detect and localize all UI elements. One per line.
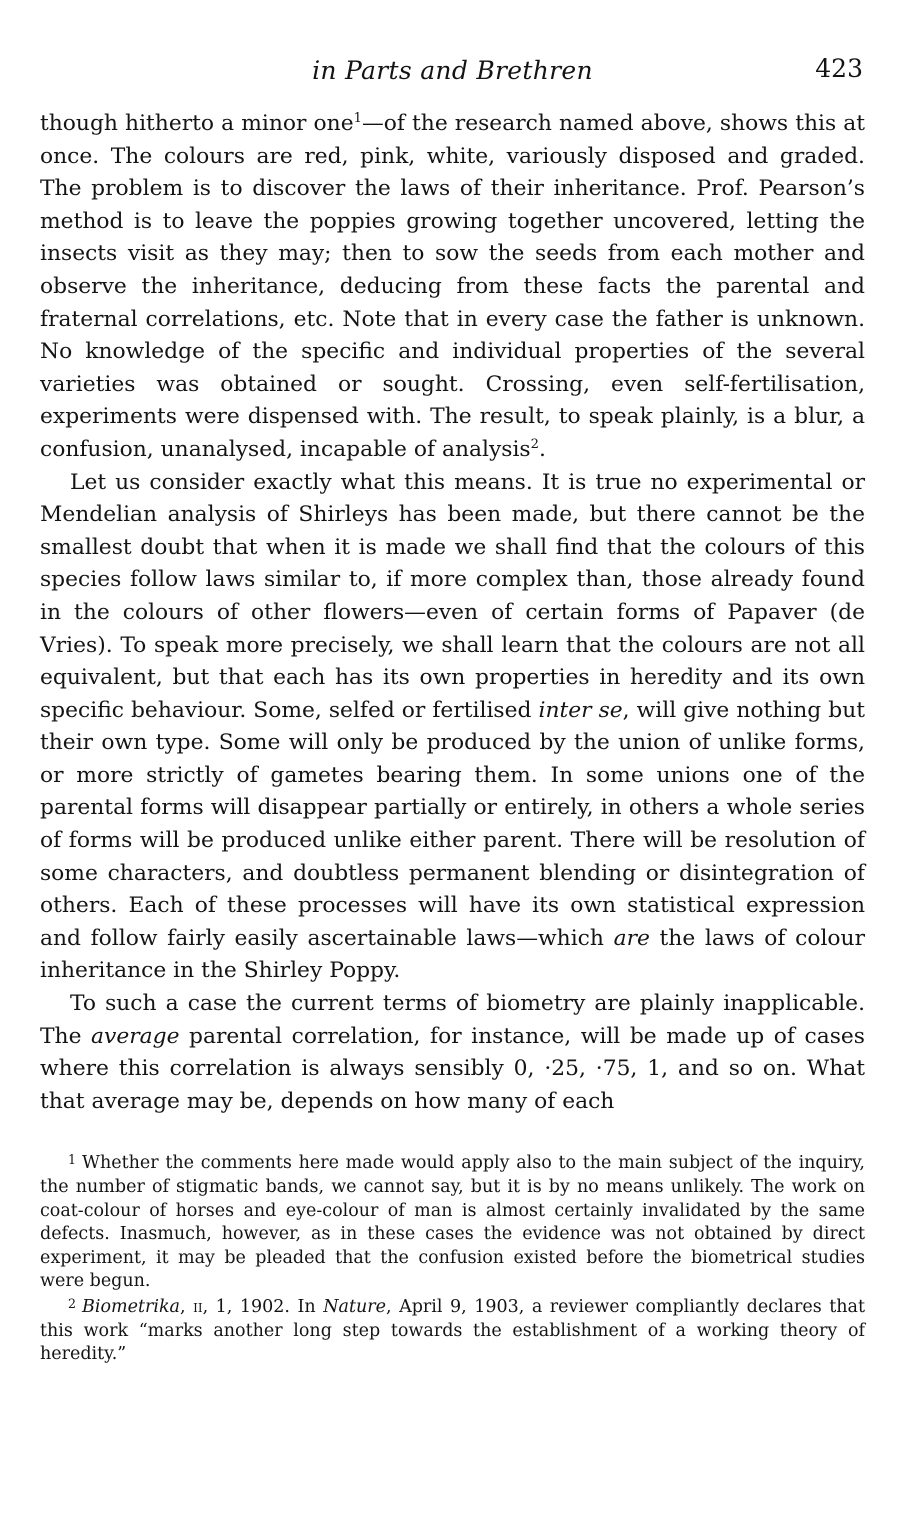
body-text [40, 108, 865, 1118]
page-number: 423 [815, 54, 863, 83]
footnote-1-text: Whether the comments here made would apply also to the main subject of the inquiry, the number of stigmatic bands, we cannot say, but it is by no means unlikely. The work on coat-colour of horses and eye-colour of man is almost certainly invalidated by the same defects. Inasmuch, however, as in these cases the evidence was not obtained by direct experiment, it may be pleaded that the confusion existed before the biometrical studies were begun. [40, 1153, 865, 1292]
footnote-2-italic-nature: Nature [323, 1296, 386, 1317]
footnote-2-mark: 2 [68, 1295, 77, 1311]
paragraph-3-text-b: parental correlation, for instance, will be made up of cases where this correlation is always sensibly 0, ·25, ·75, 1, and so on. What that average may be, depends on how many of each [40, 1023, 865, 1114]
paragraph-1-text-c: . [538, 436, 546, 462]
paragraph-3-text-a: To such a case the current terms of biometry are plainly inapplicable. The [40, 991, 865, 1049]
footnote-ref-2: 2 [530, 437, 539, 453]
paragraph-2-text-c: the laws of colour inheritance in the Shirley Poppy. [40, 925, 866, 984]
paragraph-1 [40, 108, 865, 467]
paragraph-1-text-a: though hitherto a minor one [40, 111, 354, 136]
paragraph-2-text-b: , will give nothing but their own type. Some will only be produced by the union of unlike forms, or more strictly of gametes bearing them. In some unions one of the parental forms will disappear partially or entirely, in others a whole series of forms will be produced unlike either parent. There will be resolution of some characters, and doubtless permanent blending or disintegration of others. Each of these processes will have its own statistical expression and follow fairly easily ascertainable laws—which [40, 697, 865, 951]
paragraph-2-text-a: Let us consider exactly what this means. It is true no experimental or Mendelian analysis of Shirleys has been made, but there cannot be the smallest doubt that when it is made we shall find that the colours of this species follow laws similar to, if more complex than, those already found in the colours of other flowers—even of certain forms of Papaver (de Vries). To speak more precisely, we shall learn that the colours are not all equivalent, but that each has its own properties in heredity and its own specific behaviour. Some, selfed or fertilised [40, 469, 865, 723]
paragraph-2-italic-are: are [613, 925, 650, 951]
book-page [40, 48, 865, 1369]
footnote-2-text-a: , [180, 1296, 194, 1317]
footnote-2 [40, 1296, 865, 1367]
footnote-2-text-b: , 1, 1902. In [202, 1296, 324, 1317]
footnote-2-volume: ii [193, 1296, 203, 1317]
footnotes [40, 1152, 865, 1366]
footnote-2-italic-biometrika: Biometrika [82, 1296, 180, 1317]
paragraph-1-text-b: —of the research named above, shows this at once. The colours are red, pink, white, variously disposed and graded. The problem is to discover the laws of their inheritance. Prof. Pearson’s method is to leave the poppies growing together uncovered, letting the insects visit as they may; then to sow the seeds from each mother and observe the inheritance, deducing from these facts the parental and fraternal correlations, etc. Note that in every case the father is unknown. No knowledge of the specific and individual properties of the several varieties was obtained or sought. Crossing, even self-fertilisation, experiments were dispensed with. The result, to speak plainly, is a blur, a confusion, unanalysed, incapable of analysis [40, 111, 865, 462]
footnote-2-text-c: , April 9, 1903, a reviewer compliantly declares that this work “marks another long step towards the establishment of a working theory of heredity.” [40, 1296, 865, 1365]
footnote-ref-1: 1 [353, 111, 362, 127]
running-head [40, 48, 865, 100]
paragraph-3 [40, 988, 865, 1118]
paragraph-3-italic-average: average [91, 1023, 180, 1049]
paragraph-2 [40, 467, 865, 989]
paragraph-2-italic-inter-se: inter se [538, 697, 623, 723]
footnote-1-mark: 1 [68, 1152, 77, 1167]
running-title: in Parts and Brethren [312, 56, 593, 85]
footnote-1 [40, 1152, 865, 1294]
